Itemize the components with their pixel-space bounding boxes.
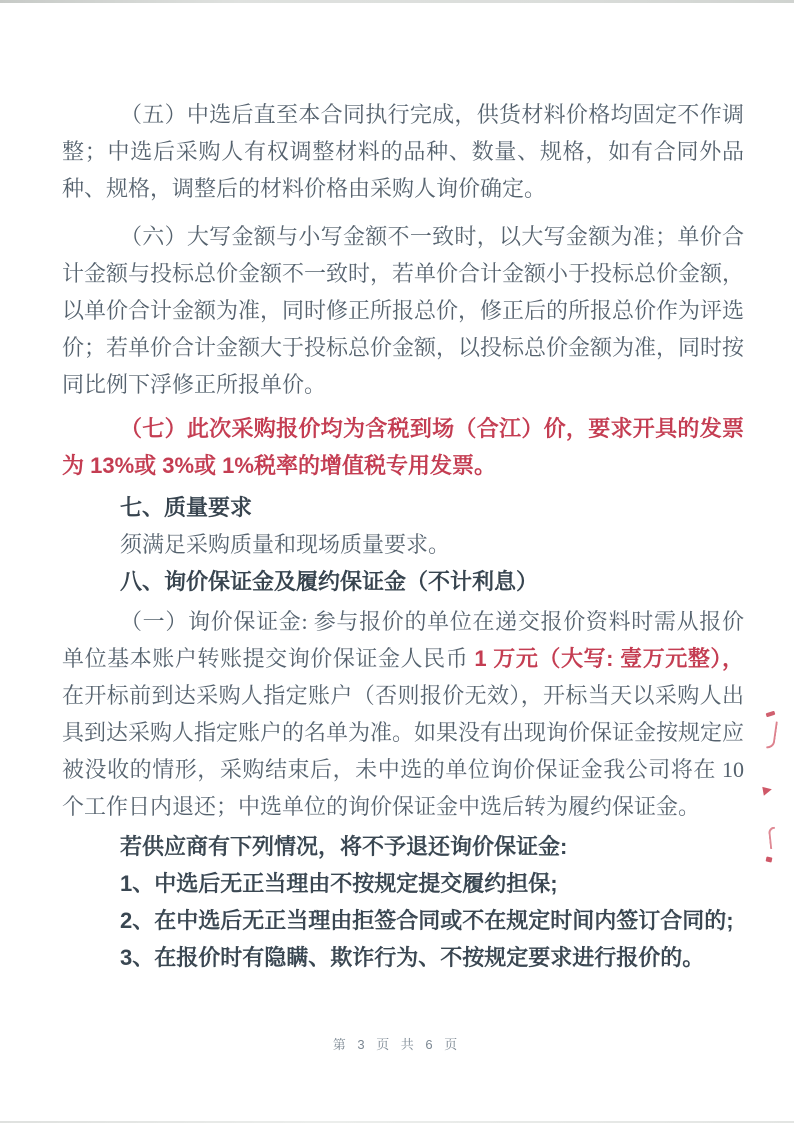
stamp-fragment-dot xyxy=(766,856,773,862)
text-run: 在开标前到达采购人指定账户（否则报价无效），开标当天以采购人出具到达采购人指定账户的名单为准。如果没有出现询价保证金按规定应被没收的情形，采购结束后，未中选的单位询价保证金我公司将在 10 个工作日内退还；中选单位的询价保证金中选后转为履约保证金。 xyxy=(62,683,745,819)
page-number-label: 第 3 页 共 6 页 xyxy=(332,1037,462,1052)
clause-7-paragraph-red xyxy=(62,410,744,484)
emphasis-text: 1 万元（大写: 壹万元整）， xyxy=(474,646,744,671)
forfeit-intro-paragraph xyxy=(62,828,744,865)
document-body xyxy=(62,96,744,976)
clause-5-paragraph xyxy=(62,96,744,207)
clause-8-1-paragraph xyxy=(62,603,744,825)
forfeit-item-2 xyxy=(62,902,744,939)
stamp-fragment-curve xyxy=(766,721,778,750)
text-run: （六）大写金额与小写金额不一致时，以大写金额为准；单价合计金额与投标总价金额不一致时，若单价合计金额小于投标总价金额，以单价合计金额为准，同时修正所报总价，修正后的所报总价作为评选价；若单价合计金额大于投标总价金额，以投标总价金额为准，同时按同比例下浮修正所报单价。 xyxy=(62,224,745,397)
text-run: （一）询价保证金: 参与报价的单位在递交报价资料时需从报价单位基本账户转账提交询价保证金人民币 xyxy=(62,609,744,671)
text-run: 1、中选后无正当理由不按规定提交履约担保; xyxy=(120,871,558,896)
text-run: 若供应商有下列情况，将不予退还询价保证金: xyxy=(120,834,568,859)
quality-requirement-paragraph xyxy=(62,526,744,563)
text-run: 七、质量要求 xyxy=(120,495,253,520)
text-run: 2、在中选后无正当理由拒签合同或不在规定时间内签订合同的; xyxy=(120,908,734,933)
clause-6-paragraph xyxy=(62,218,744,403)
forfeit-item-1 xyxy=(62,865,744,902)
stamp-fragment-dash xyxy=(766,711,776,718)
stamp-fragment-tri xyxy=(762,785,772,795)
section-7-heading xyxy=(62,489,744,526)
page-footer xyxy=(0,1034,794,1053)
text-run: 八、询价保证金及履约保证金（不计利息） xyxy=(120,569,539,594)
text-run: （五）中选后直至本合同执行完成，供货材料价格均固定不作调整；中选后采购人有权调整材料的品种、数量、规格，如有合同外品种、规格，调整后的材料价格由采购人询价确定。 xyxy=(62,102,744,201)
section-8-heading xyxy=(62,563,744,600)
stamp-fragment-squiggle xyxy=(768,827,777,850)
scan-edge-top xyxy=(0,0,794,3)
forfeit-item-3 xyxy=(62,939,744,976)
text-run: 须满足采购质量和现场质量要求。 xyxy=(120,532,451,557)
text-run: 3、在报价时有隐瞒、欺诈行为、不按规定要求进行报价的。 xyxy=(120,945,705,970)
text-run: （七）此次采购报价均为含税到场（合江）价，要求开具的发票为 13%或 3%或 1%税率的增值税专用发票。 xyxy=(62,416,744,478)
